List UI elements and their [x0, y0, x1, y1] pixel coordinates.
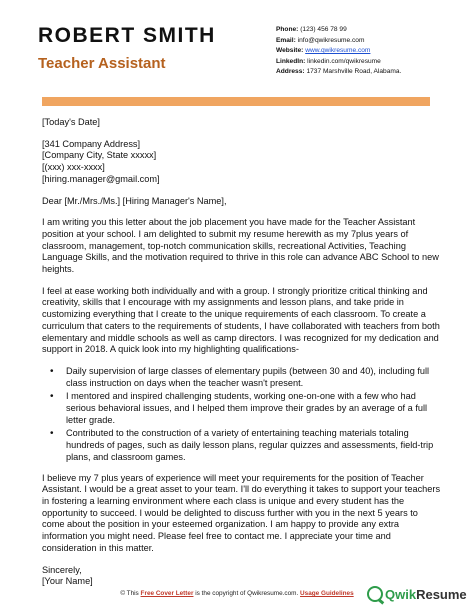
footer-prefix: © This	[120, 590, 139, 597]
recipient-line: [Company City, State xxxxx]	[42, 150, 157, 161]
recipient-line: [hiring.manager@gmail.com]	[42, 173, 160, 184]
email-label: Email:	[276, 36, 296, 44]
letter-body	[42, 117, 442, 588]
linkedin-label: LinkedIn:	[276, 57, 306, 65]
qwikresume-logo	[367, 583, 467, 605]
brand-part2: Resume	[416, 586, 467, 602]
closing: Sincerely,	[42, 564, 82, 575]
contact-linkedin	[276, 57, 466, 68]
qualification-item: • Daily supervision of large classes of elementary pupils (between 30 and 40), including full class instruction on days when the teacher wasn't present.	[66, 366, 442, 389]
phone-value: (123) 456 78 99	[300, 26, 347, 33]
paragraph-skills: I feel at ease working both individually and with a group. I strongly prioritize critical thinking and creativity, skills that I encourage with my assignments and lesson plans, and take pride in customizing everything that I create to the unique requirements of each classroom. To create a curriculum that caters to the requirements of students, I have collaborated with teachers from both elementary and middle schools as well as camp directors. I was recognized for my dedication and support in 2018. A quick look into my highlighting qualifications-	[42, 285, 440, 355]
recipient-address	[42, 139, 442, 186]
phone-label: Phone:	[276, 26, 299, 33]
website-link[interactable]: www.qwikresume.com	[305, 47, 371, 55]
accent-divider-bar	[42, 97, 430, 106]
paragraph-closing: I believe my 7 plus years of experience will meet your requirements for the position of Teacher Assistant. I would be a great asset to your team. I'll do everything it takes to support your teachers in fostering a learning environment where each class is unique and every student has the opportunity to succeed. I would be delighted to discuss further with you in the next 5 years to come about the position in your esteemed organization. I am happy to provide any extra information you might need. Please feel free to contact me. I appreciate your time and consideration in this matter.	[42, 472, 441, 553]
qualifications-list	[42, 366, 442, 464]
job-title: Teacher Assistant	[38, 55, 166, 72]
email-value: info@qwikresume.com	[297, 36, 365, 44]
paragraph-intro: I am writing you this letter about the job placement you have made for the Teacher Assistant position at your school. I am delighted to submit my resume herewith as my 7plus years of classroom, management, top-notch communication skills, recreational Activities, Teaching Language Skills, and the motivation required to thrive in this role can advance ABC School to new heights.	[42, 217, 439, 275]
qualification-item: • Contributed to the construction of a variety of entertaining teaching materials totaling hundreds of pages, such as daily lesson plans, regular quizzes and assessments, field-trip plans, and classroom games.	[66, 428, 442, 463]
magnifier-q-icon	[367, 586, 383, 602]
signature: [Your Name]	[42, 576, 93, 587]
recipient-line: [(xxx) xxx-xxxx]	[42, 162, 105, 173]
qualification-item: • I mentored and inspired challenging students, working one-on-one with a few who had serious behavioral issues, and I helped them improve their grades by an average of a full letter grade.	[66, 391, 442, 426]
usage-guidelines-link[interactable]: Usage Guidelines	[300, 590, 354, 597]
salutation: Dear [Mr./Mrs./Ms.] [Hiring Manager's Name],	[42, 195, 227, 206]
contact-website	[276, 46, 466, 57]
contact-block	[276, 25, 466, 78]
free-cover-letter-link[interactable]: Free Cover Letter	[140, 590, 194, 597]
address-value: 1737 Marshville Road, Alabama.	[306, 68, 402, 76]
letter-date: [Today's Date]	[42, 117, 100, 127]
brand-part1: Qwik	[385, 586, 417, 602]
footer-middle: is the copyright of Qwikresume.com.	[195, 590, 299, 597]
recipient-line: [341 Company Address]	[42, 138, 141, 149]
applicant-name: ROBERT SMITH	[38, 24, 216, 47]
linkedin-value: linkedin.com/qwikresume	[307, 57, 381, 65]
contact-address	[276, 67, 466, 78]
address-label: Address:	[276, 68, 305, 76]
contact-email	[276, 36, 466, 47]
website-label: Website:	[276, 47, 304, 55]
contact-phone	[276, 25, 466, 36]
